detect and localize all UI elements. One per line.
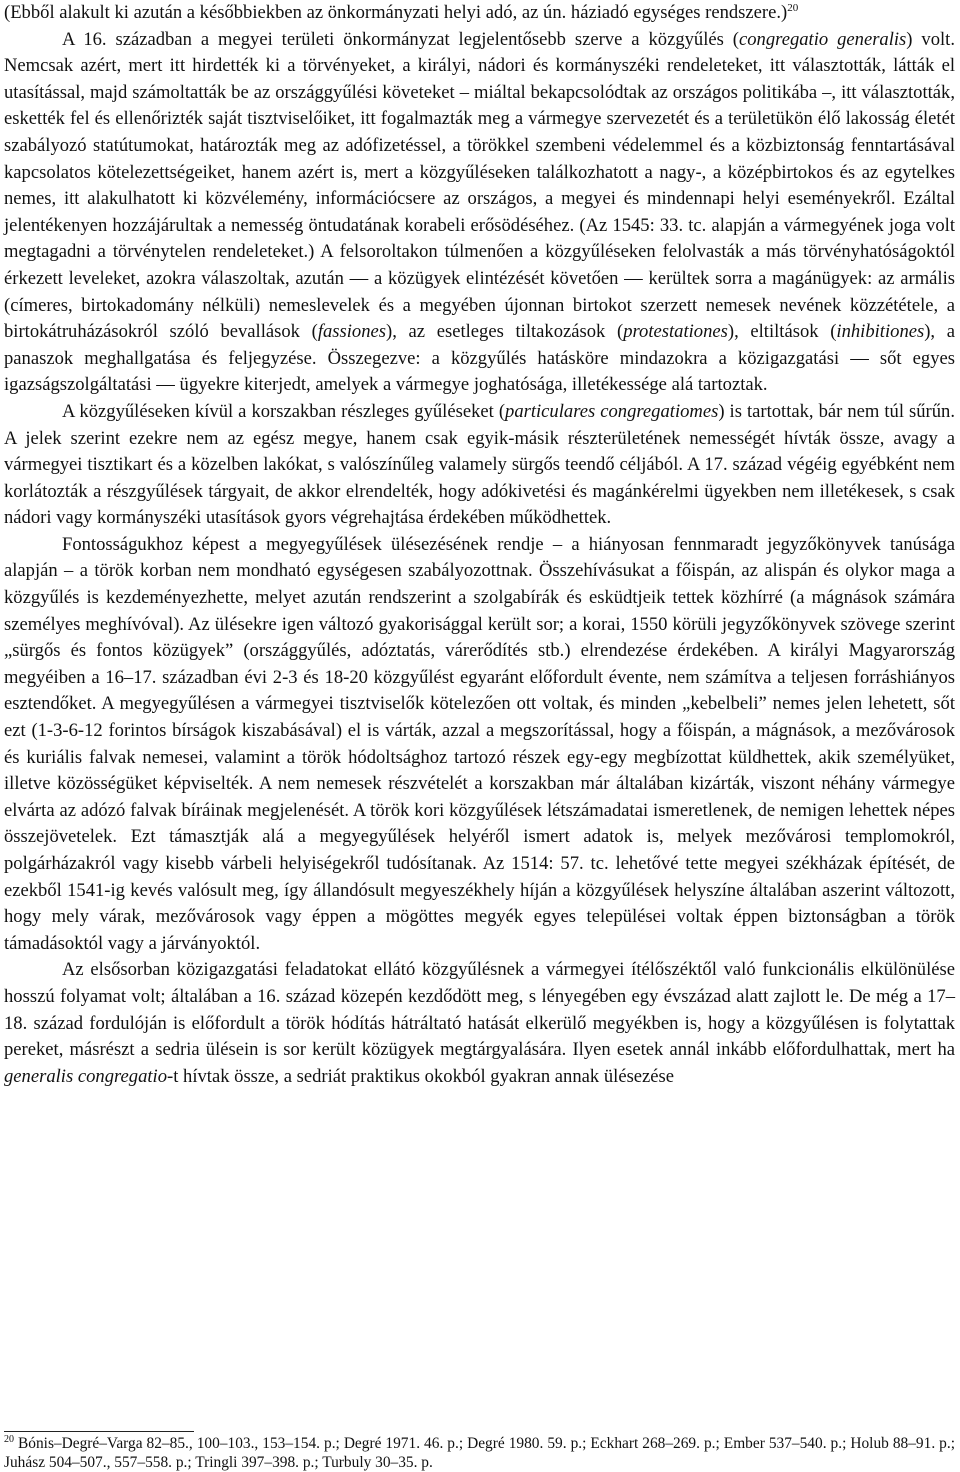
paragraph-4-text: Fontosságukhoz képest a megyegyűlések ülésezésének rendje – a hiányosan fennmaradt jegyzőkönyvek tanúsága alapján – a török korban nem mondható egységesen szabályozottnak. Összehívásukat a főispán, az alispán és olykor maga a közgyűlés is kezdeményezhette, melyet azután rendszerint a szolgabírák és esküdtjeik tettek közhírré (a mágnások számára személyes meghívóval). Az ülésekre igen változó gyakorisággal került sor; a korai, 1550 körüli jegyzőkönyvek szövege szerint „sürgős és fontos közügyek” (országgyűlés, adóztatás, várerődítés stb.) elrendezése érdekében. A királyi Magyarország megyéiben a 16–17. században évi 2-3 és 18-20 közgyűlést egyaránt előfordult évente, nem számítva a teljesen forráshiányos esztendőket. A megyegyűlésen a vármegyei tisztviselők kötelezően ott voltak, és minden „kebelbeli” nemes jelen lehetett, sőt ezt (1-3-6-12 forintos bírságok kiszabásával) el is várták, azzal a megszorítással, hogy a főispán, a mágnások, a mezővárosok és kuriális falvak nemesei, valamint a török hódoltsághoz tartozó részek egy-egy megbízottat küldhettek, akik személyüket, illetve közösségüket képviselték. A nem nemesek részvételét a korszakban már általában kizárták, viszont néhány vármegye elvárta az adózó falvak bíráinak megjelenését. A török kori közgyűlések létszámadatai ismeretlenek, de nemigen lehettek népes összejövetelek. Ezt támasztják alá a megyegyűlések helyéről ismert adatok is, melyek mezővárosi templomokról, polgárházakról vagy kisebb várbeli helyiségekről tudósítanak. Az 1514: 57. tc. lehetővé tette megyei székházak építését, de ezekből 1541-ig kevés valósult meg, így állandósult megyeszékhely híján a közgyűlések helyszíne általában aszerint változott, hogy mely várak, mezővárosok vagy éppen a mögöttes megyék egyes települései voltak éppen biztonságban a török támadásoktól vagy a járványoktól. xyxy=(4,533,955,954)
latin-term: protestationes xyxy=(623,321,728,343)
footnote-marker: 20 xyxy=(4,1434,14,1445)
latin-term: congregatio generalis xyxy=(739,28,907,50)
paragraph-3-text: A közgyűléseken kívül a korszakban részleges gyűléseket ( xyxy=(62,400,506,422)
paragraph-5 xyxy=(4,957,955,1090)
paragraph-2-text: ), a panaszok meghallgatása és feljegyzése. Összegezve: a közgyűlés hatásköre mindazokra a közigazgatási — sőt egyes igazságszolgáltatási — ügyekre kiterjedt, amelyek a vármegye joghatósága, illetékessége alá tartoztak. xyxy=(4,321,955,396)
footnote-reference[interactable]: 20 xyxy=(787,2,799,14)
footnote xyxy=(4,1434,955,1472)
latin-term: particulares congregatiomes xyxy=(505,400,719,422)
footnote-divider xyxy=(4,1431,194,1432)
latin-term: inhibitiones xyxy=(836,321,925,343)
paragraph-4 xyxy=(4,532,955,958)
paragraph-2 xyxy=(4,27,955,399)
paragraph-5-text: -t hívtak össze, a sedriát praktikus okokból gyakran annak ülésezése xyxy=(167,1065,675,1087)
paragraph-2-text: A 16. században a megyei területi önkormányzat legjelentősebb szerve a közgyűlés ( xyxy=(62,28,739,50)
paragraph-2-text: ), az esetleges tiltakozások ( xyxy=(386,321,624,343)
paragraph-5-text: Az elsősorban közigazgatási feladatokat ellátó közgyűlésnek a vármegyei ítélőszéktől való funkcionális elkülönülése hosszú folyamat volt; általában a 16. század közepén kezdődött meg, s lényegében egy évszázad alatt zajlott le. De még a 17–18. század fordulóján is előfordult a török hódítás hátráltató hatását elkerülő megyékben is, hogy a közgyűlésen is folytattak pereket, másrészt a sedria ülésein is sor került közügyek megtárgyalására. Ilyen esetek annál inkább előfordulhattak, mert ha xyxy=(4,959,955,1061)
paragraph-1-text: (Ebből alakult ki azután a későbbiekben az önkormányzati helyi adó, az ún. háziadó egységes rendszere.) xyxy=(4,2,788,23)
paragraph-2-text: ) volt. Nemcsak azért, mert itt hirdették ki a törvényeket, a királyi, nádori és kormányszéki rendeleteket, itt választották, látták el utasítással, majd számoltatták be az országgyűlési követeket – miáltal bekapcsolódtak az országos politikába –, itt választották, eskették fel és ellenőrizték saját tisztviselőiket, itt fogalmazták meg a vármegye szervezetét és a területükön élő lakosság életét szabályozó statútumokat, határozták meg az adófizetéssel, a törökkel szembeni védelemmel és a közbiztonság fenntartásával kapcsolatos kötelezettségeiket, hanem azért is, mert a közgyűléseken találkozhatott a nagy-, a középbirtokos és az egytelkes nemes, itt alakulhatott ki közvélemény, információcsere az országos, a megyei és mindennapi helyi eseményekről. Ezáltal jelentékenyen hozzájárultak a nemesség öntudatának korabeli erősödéséhez. (Az 1545: 33. tc. alapján a vármegyének joga volt megtagadni a törvénytelen rendeleteket.) A felsoroltakon túlmenően a közgyűléseken felolvasták a más törvényhatóságoktól érkezett leveleket, azokra válaszoltak, azután — a közügyek elintézését követően — kerültek sorra a magánügyek: az armális (címeres, birtokadomány nélküli) nemeslevelek és a megyében újonnan birtokot szerzett nemesek nevének közzététele, a birtokátruházásokról szóló bevallások ( xyxy=(4,28,955,343)
paragraph-3 xyxy=(4,399,955,532)
paragraph-3-text: ) is tartottak, bár nem túl sűrűn. A jelek szerint ezekre nem az egész megye, hanem csak egyik-másik részterületének nemességét hívták össze, avagy a vármegyei tisztikart és a közelben lakókat, s valószínűleg valamely sürgős teendő céljából. A 17. század végéig egyébként nem korlátozták a részgyűlések tárgyait, de akkor elrendelték, hogy adókivetési és magánkérelmi ügyekben nem illetékesek, s csak nádori vagy kormányszéki utasítások gyors végrehajtása érdekében működhettek. xyxy=(4,400,955,529)
paragraph-1 xyxy=(4,0,955,27)
paragraph-2-text: ), eltiltások ( xyxy=(727,321,837,343)
latin-term: generalis congregatio xyxy=(4,1065,168,1087)
latin-term: fassiones xyxy=(317,321,387,343)
footnote-text: Bónis–Degré–Varga 82–85., 100–103., 153–154. p.; Degré 1971. 46. p.; Degré 1980. 59. p.; Eckhart 268–269. p.; Ember 537–540. p.; Holub 88–91. p.; Juhász 504–507., 557–558. p.; Tringli 397–398. p.; Turbuly 30–35. p. xyxy=(4,1435,955,1471)
